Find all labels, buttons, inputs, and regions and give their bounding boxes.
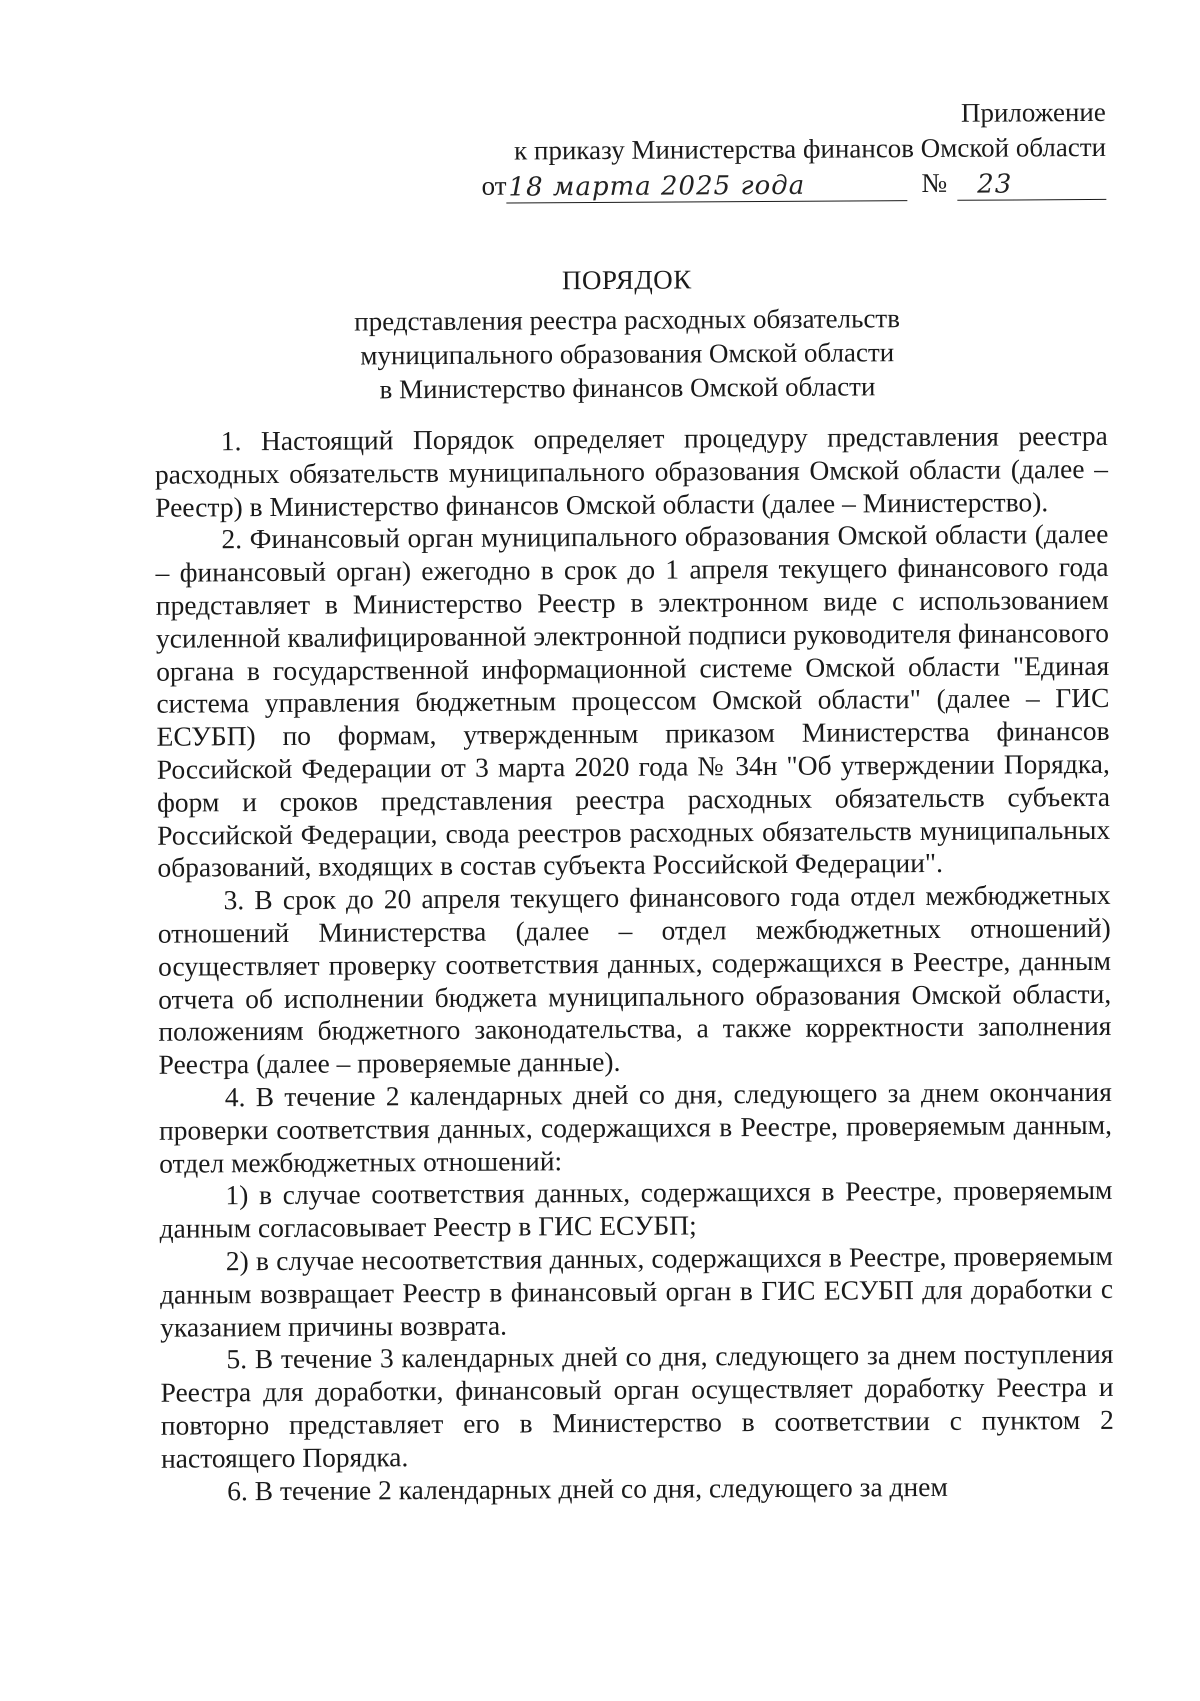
- paragraph-4-item-2: 2) в случае несоответствия данных, содержащихся в Реестре, проверяемым данным возвращает Реестр в финансовый орган в ГИС ЕСУБП для доработки с указанием причины возврата.: [159, 1239, 1114, 1343]
- handwritten-number: 23: [957, 169, 1106, 201]
- title-line: муниципального образования Омской области: [360, 337, 895, 371]
- title-main: ПОРЯДОК: [561, 264, 692, 296]
- document-title: [147, 260, 1108, 408]
- paragraph-4-item-1: 1) в случае соответствия данных, содержащихся в Реестре, проверяемым данным согласовывает Реестр в ГИС ЕСУБП;: [159, 1174, 1113, 1244]
- handwritten-date: 18 марта 2025 года: [506, 170, 907, 203]
- paragraph-4: 4. В течение 2 календарных дней со дня, следующего за днем окончания проверки соответствия данных, содержащихся в Реестре, проверяемым данным, отдел межбюджетных отношений:: [158, 1075, 1113, 1179]
- paragraph-2: 2. Финансовый орган муниципального образования Омской области (далее – финансовый орган) ежегодно в срок до 1 апреля текущего финансового года представляет в Министерство Реестр в электронном виде с использованием усиленной квалифицированной электронной подписи руководителя финансового органа в государственной информационной системе Омской области "Единая система управления бюджетным процессом Омской области" (далее – ГИС ЕСУБП) по формам, утвержденным приказом Министерства финансов Российской Федерации от 3 марта 2020 года № 34н "Об утверждении Порядка, форм и сроков представления реестра расходных обязательств субъекта Российской Федерации, свода реестров расходных обязательств муниципальных образований, входящих в состав субъекта Российской Федерации".: [155, 518, 1111, 884]
- title-line: представления реестра расходных обязательств: [354, 303, 901, 337]
- paragraph-1: 1. Настоящий Порядок определяет процедуру представления реестра расходных обязательств муниципального образования Омской области (далее – Реестр) в Министерство финансов Омской области (далее – Министерство).: [154, 419, 1109, 523]
- appendix-header: [466, 95, 1107, 204]
- number-sign: №: [921, 167, 948, 199]
- order-reference: к приказу Министерства финансов Омской области: [514, 131, 1107, 166]
- order-date-number-line: [466, 165, 1106, 204]
- paragraph-3: 3. В срок до 20 апреля текущего финансового года отдел межбюджетных отношений Министерства (далее – отдел межбюджетных отношений) осуществляет проверку соответствия данных, содержащихся в Реестре, данным отчета об исполнении бюджета муниципального образования Омской области, положениям бюджетного законодательства, а также корректности заполнения Реестра (далее – проверяемые данные).: [157, 879, 1112, 1080]
- date-prefix: от: [481, 170, 507, 201]
- paragraph-6: 6. В течение 2 календарных дней со дня, следующего за днем: [227, 1470, 948, 1506]
- document-body: [155, 420, 1115, 1508]
- title-line: в Министерство финансов Омской области: [379, 371, 876, 405]
- appendix-label: Приложение: [960, 96, 1106, 128]
- paragraph-5: 5. В течение 3 календарных дней со дня, следующего за днем поступления Реестра для доработки, финансовый орган осуществляет доработку Реестра и повторно представляет его в Министерство в соответствии с пунктом 2 настоящего Порядка.: [160, 1338, 1114, 1474]
